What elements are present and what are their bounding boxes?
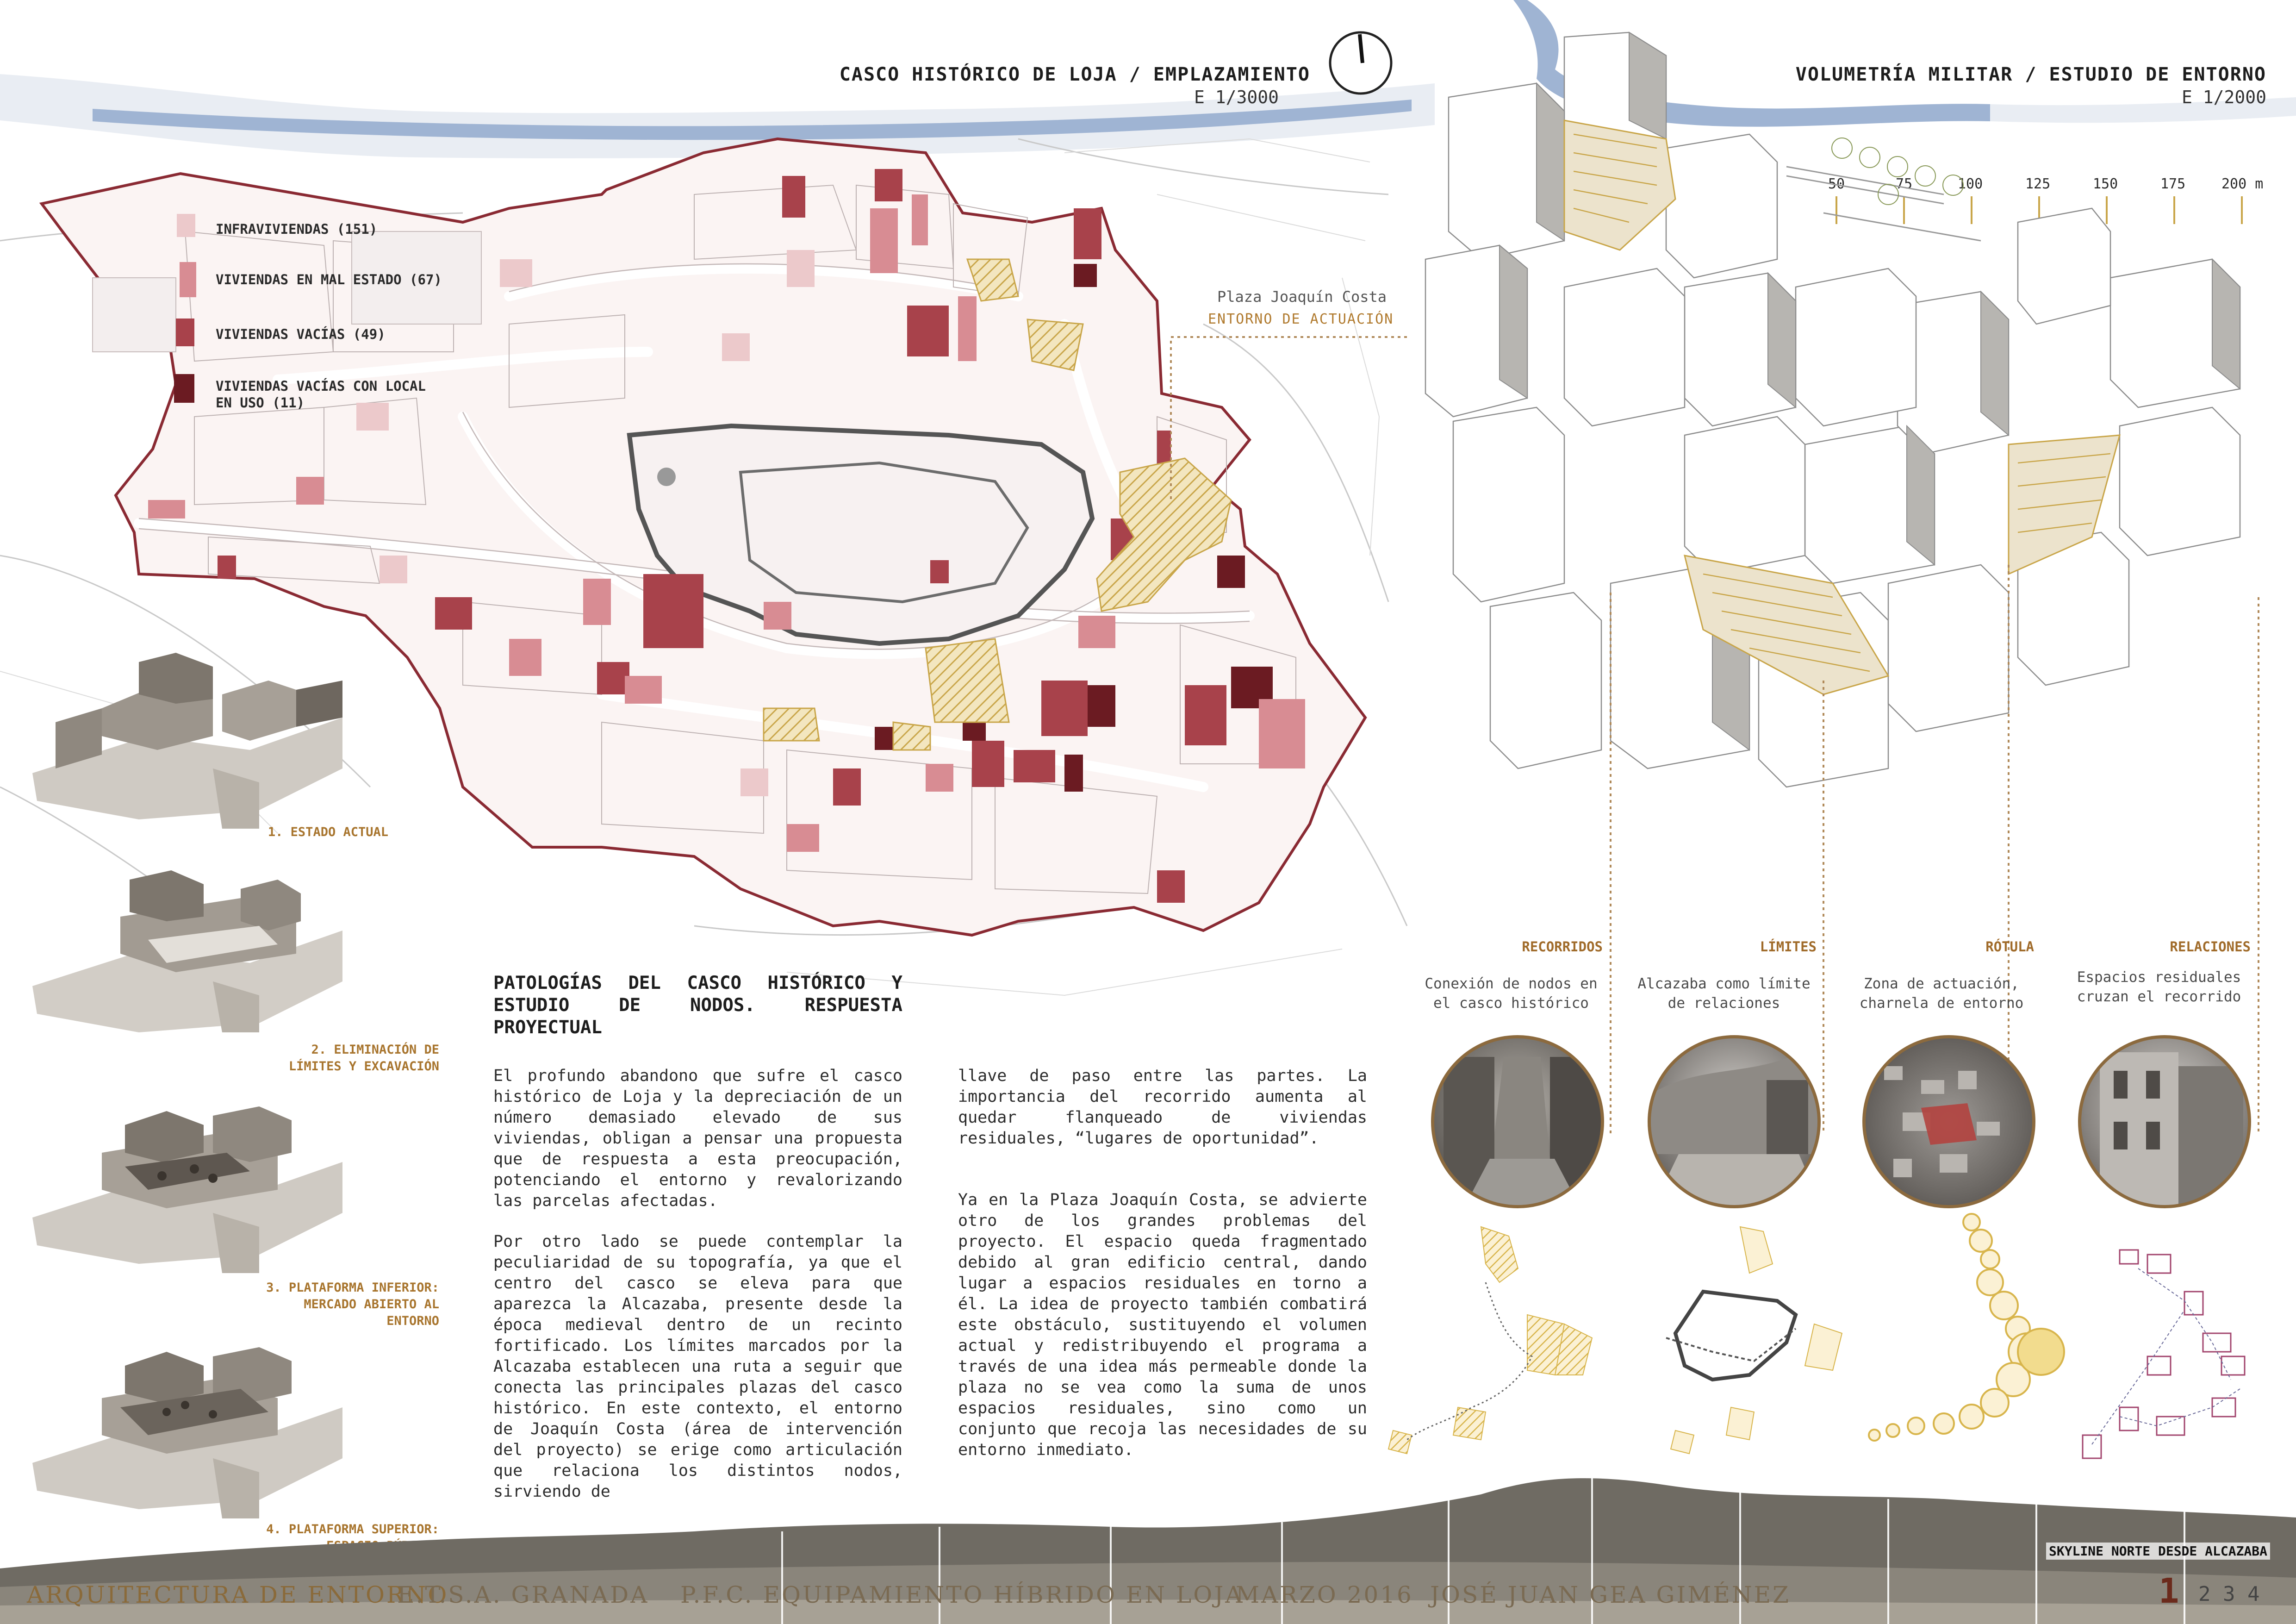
node-title-relaciones: RELACIONES: [2170, 939, 2251, 955]
article-col2-p1: llave de paso entre las partes. La importancia del recorrido aumenta al quedar flanqueado de viviendas residuales, “lugares de oportunidad”.: [958, 1067, 1367, 1148]
node-desc-recorridos: [1416, 974, 1606, 1013]
legend-label-vacias-local: [216, 378, 426, 411]
step-2-caption-line1: 2. ELIMINACIÓN DE: [311, 1043, 439, 1057]
scale-tick-label: 125: [2025, 176, 2051, 192]
node-desc-rotula-line1: Zona de actuación,: [1864, 975, 2019, 992]
model-step-3: [19, 1079, 352, 1273]
map-title: CASCO HISTÓRICO DE LOJA / EMPLAZAMIENTO: [839, 64, 1310, 85]
page-number-current: 1: [2159, 1571, 2179, 1611]
photo-rotula: [1862, 1035, 2035, 1208]
skyline-label: SKYLINE NORTE DESDE ALCAZABA: [2046, 1543, 2270, 1560]
step-1-caption-line: 1. ESTADO ACTUAL: [268, 825, 388, 839]
axo-title: VOLUMETRÍA MILITAR / ESTUDIO DE ENTORNO: [1795, 64, 2266, 85]
article-col1-p1: El profundo abandono que sufre el casco histórico de Loja y la depreciación de un número demasiado elevado de sus viviendas, obligan a pensar una propuesta que de respuesta a esta preocupación, potenciando el entorno y revalorizando las parcelas afectadas.: [493, 1067, 902, 1210]
north-arrow-icon: [1328, 31, 1393, 95]
footer-date: MARZO 2016: [1236, 1581, 1413, 1608]
node-desc-relaciones-line1: Espacios residuales: [2077, 969, 2241, 986]
scale-tick-label: 200 m: [2221, 176, 2264, 192]
axo-scale: E 1/2000: [2181, 87, 2266, 107]
diagram-limites: [1638, 1222, 1851, 1463]
legend-swatch-mal-estado: [180, 262, 196, 297]
diagram-rotula: [1851, 1213, 2064, 1454]
node-title-rotula: RÓTULA: [1985, 939, 2034, 955]
node-desc-recorridos-line2: el casco histórico: [1433, 995, 1589, 1012]
node-desc-limites: [1629, 974, 1819, 1013]
node-desc-limites-line2: de relaciones: [1668, 995, 1780, 1012]
legend-label-vacias-local-line2: EN USO (11): [216, 395, 305, 411]
node-desc-relaciones-line2: cruzan el recorrido: [2077, 988, 2241, 1005]
step-1-caption: [268, 824, 388, 841]
diagram-relaciones: [2064, 1241, 2268, 1481]
node-desc-recorridos-line1: Conexión de nodos en: [1425, 975, 1598, 992]
node-desc-limites-line1: Alcazaba como límite: [1637, 975, 1811, 992]
scale-tick-label: 175: [2160, 176, 2186, 192]
node-title-limites: LÍMITES: [1760, 939, 1817, 955]
scale-tick-label: 150: [2093, 176, 2118, 192]
scale-tick-label: 100: [1958, 176, 1983, 192]
footer-course: ARQUITECTURA DE ENTORNO: [27, 1581, 449, 1608]
legend-label-vacias-local-line1: VIVIENDAS VACÍAS CON LOCAL: [216, 378, 426, 394]
node-desc-rotula: [1847, 974, 2036, 1013]
step-4-caption-line1: 4. PLATAFORMA SUPERIOR:: [266, 1522, 439, 1537]
model-step-2: [19, 847, 352, 1032]
legend-label-mal-estado: VIVIENDAS EN MAL ESTADO (67): [216, 272, 442, 287]
legend-swatch-vacias-local: [174, 374, 194, 403]
callout-plaza: Plaza Joaquín Costa: [1217, 288, 1387, 306]
step-3-caption-line1: 3. PLATAFORMA INFERIOR:: [266, 1280, 439, 1295]
diagram-recorridos: [1379, 1222, 1592, 1463]
photo-limites: [1648, 1035, 1821, 1208]
step-3-caption-line2: MERCADO ABIERTO AL: [304, 1297, 439, 1312]
article-title: PATOLOGÍAS DEL CASCO HISTÓRICO Y ESTUDIO DE NODOS. RESPUESTA PROYECTUAL: [493, 973, 902, 1038]
step-2-caption: [289, 1042, 439, 1075]
legend-label-vacias: VIVIENDAS VACÍAS (49): [216, 326, 386, 342]
node-desc-relaciones: [2064, 968, 2254, 1006]
footer-school: E.T.S.A. GRANADA: [397, 1581, 649, 1608]
article-col1-p2: Por otro lado se puede contemplar la peculiaridad de su topografía, ya que el centro del casco se eleva para que aparezca la Alcazaba, presente desde la época medieval dentro de un recinto fortificado. Los límites marcados por la Alcazaba establecen una ruta a seguir que conecta las principales plazas del casco histórico. En este contexto, el entorno de Joaquín Costa (área de intervención del proyecto) se erige como articulación que relaciona los distintos nodos, sirviendo de: [493, 1232, 902, 1501]
step-3-caption-line3: ENTORNO: [386, 1314, 439, 1328]
step-2-caption-line2: LÍMITES Y EXCAVACIÓN: [288, 1059, 439, 1074]
footer-author: JOSÉ JUAN GEA GIMÉNEZ: [1430, 1581, 1791, 1608]
node-title-recorridos: RECORRIDOS: [1522, 939, 1603, 955]
step-3-caption: [266, 1280, 439, 1330]
legend-swatch-infraviviendas: [177, 214, 195, 237]
callout-leader: [1166, 324, 1407, 509]
node-desc-rotula-line2: charnela de entorno: [1859, 995, 2024, 1012]
model-step-1: [19, 634, 352, 829]
photo-recorridos: [1431, 1035, 1604, 1208]
footer-project: P.F.C. EQUIPAMIENTO HÍBRIDO EN LOJA: [680, 1581, 1244, 1608]
map-scale: E 1/3000: [1194, 87, 1279, 107]
legend-label-infraviviendas: INFRAVIVIENDAS (151): [216, 221, 378, 237]
callout-entorno: ENTORNO DE ACTUACIÓN: [1208, 311, 1394, 327]
article-col2-p2: Ya en la Plaza Joaquín Costa, se advierte otro de los grandes problemas del proyecto. El espacio queda fragmentado debido al gran edificio central, dando lugar a espacios residuales en torno a él. La idea de proyecto también combatirá este obstáculo, sustituyendo el volumen actual y redistribuyendo el programa a través de una idea más permeable donde la plaza no se vea como la suma de unos espacios residuales, sino como un conjunto que recoja las necesidades de su entorno inmediato.: [958, 1191, 1367, 1459]
photo-relaciones: [2078, 1035, 2251, 1208]
scale-tick-label: 50: [1828, 176, 1845, 192]
scale-tick-label: 75: [1896, 176, 1913, 192]
page-numbers-rest: 2 3 4: [2198, 1582, 2260, 1606]
legend-swatch-vacias: [176, 319, 194, 346]
